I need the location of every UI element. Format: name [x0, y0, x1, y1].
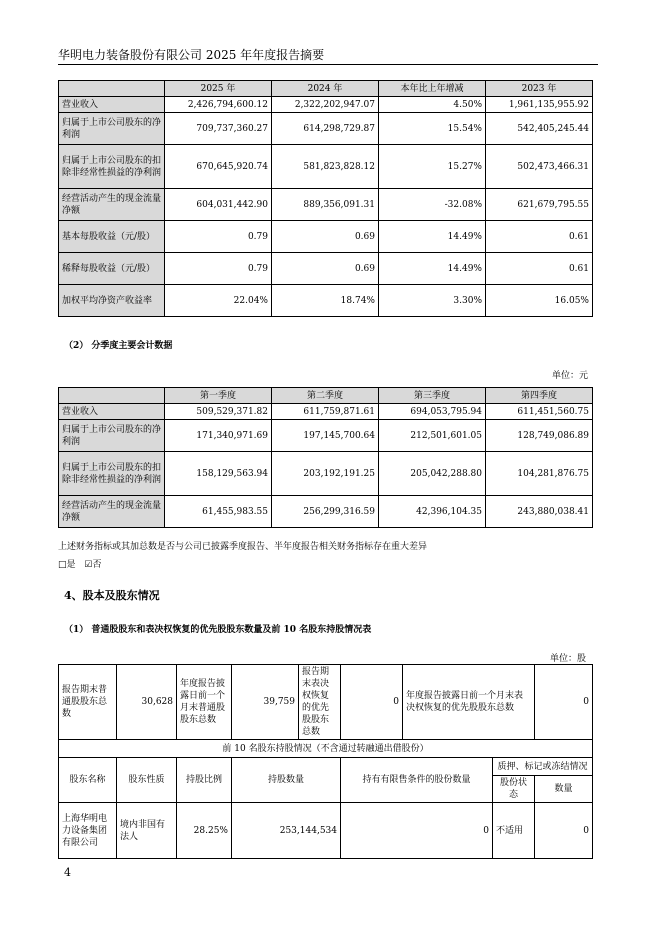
- yes-checkbox-icon: □: [58, 560, 67, 570]
- table-cell: 709,737,360.27: [165, 113, 272, 145]
- table-row: [59, 97, 593, 113]
- discrepancy-answer: [58, 557, 102, 570]
- table-cell: 509,529,371.82: [165, 404, 272, 420]
- table-cell: 14.49%: [379, 253, 486, 285]
- month-end-preferred-value: 0: [535, 665, 593, 740]
- table-row: [59, 452, 593, 496]
- column-header: 本年比上年增减: [379, 81, 486, 97]
- col-share-status: 股份状态: [493, 776, 535, 803]
- table-row: [59, 420, 593, 452]
- column-header: [59, 81, 165, 97]
- col-shareholder-name: 股东名称: [59, 758, 117, 803]
- table-row: [59, 253, 593, 285]
- header-rule: [58, 64, 598, 65]
- table-cell: 256,299,316.59: [272, 496, 379, 528]
- row-label: 营业收入: [59, 404, 165, 420]
- table-row: [59, 221, 593, 253]
- column-header: 2025 年: [165, 81, 272, 97]
- col-holding-ratio: 持股比例: [177, 758, 232, 803]
- table-cell: 621,679,795.55: [486, 189, 593, 221]
- table-cell: 42,396,104.35: [379, 496, 486, 528]
- main-accounting-data-table: [58, 80, 593, 317]
- col-restricted-shares: 持有有限售条件的股份数量: [341, 758, 493, 803]
- table-cell: 694,053,795.94: [379, 404, 486, 420]
- table-cell: 0.69: [272, 253, 379, 285]
- table-cell: 171,340,971.69: [165, 420, 272, 452]
- table-cell: 2,426,794,600.12: [165, 97, 272, 113]
- table-cell: 611,451,560.75: [486, 404, 593, 420]
- table-cell: 104,281,876.75: [486, 452, 593, 496]
- page-header-title: 华明电力装备股份有限公司 2025 年年度报告摘要: [58, 48, 325, 62]
- table-cell: 15.27%: [379, 145, 486, 189]
- share-capital-section-title: 4、股本及股东情况: [64, 589, 160, 602]
- table-cell: 22.04%: [165, 285, 272, 317]
- table-row: [59, 285, 593, 317]
- table-cell: 581,823,828.12: [272, 145, 379, 189]
- table-row: [59, 803, 593, 859]
- shareholder-restricted: 0: [341, 803, 493, 859]
- quarterly-section-title: （2） 分季度主要会计数据: [64, 341, 173, 351]
- column-header: [59, 388, 165, 404]
- table-cell: 604,031,442.90: [165, 189, 272, 221]
- column-header: 2024 年: [272, 81, 379, 97]
- column-header: 2023 年: [486, 81, 593, 97]
- column-header: 第一季度: [165, 388, 272, 404]
- table-row: [59, 496, 593, 528]
- discrepancy-note: 上述财务指标或其加总数是否与公司已披露季度报告、半年度报告相关财务指标存在重大差异: [58, 542, 428, 552]
- table-cell: 1,961,135,955.92: [486, 97, 593, 113]
- table-cell: 158,129,563.94: [165, 452, 272, 496]
- table-cell: 0.61: [486, 253, 593, 285]
- table-cell: 205,042,288.80: [379, 452, 486, 496]
- month-end-shareholders-label: 年度报告披露日前一个月末普通股股东总数: [177, 665, 232, 740]
- table-cell: -32.08%: [379, 189, 486, 221]
- total-shareholders-label: 报告期末普通股股东总数: [59, 665, 117, 740]
- column-header: 第二季度: [272, 388, 379, 404]
- col-holding-quantity: 持股数量: [232, 758, 341, 803]
- table-cell: 542,405,245.44: [486, 113, 593, 145]
- column-header: 第四季度: [486, 388, 593, 404]
- row-label: 归属于上市公司股东的扣除非经常性损益的净利润: [59, 452, 165, 496]
- table-cell: 670,645,920.74: [165, 145, 272, 189]
- row-label: 基本每股收益（元/股）: [59, 221, 165, 253]
- shareholder-ratio: 28.25%: [177, 803, 232, 859]
- table-cell: 4.50%: [379, 97, 486, 113]
- shareholder-nature: 境内非国有法人: [117, 803, 177, 859]
- table-cell: 614,298,729.87: [272, 113, 379, 145]
- table-cell: 0.61: [486, 221, 593, 253]
- table-row: [59, 189, 593, 221]
- table-cell: 15.54%: [379, 113, 486, 145]
- total-shareholders-value: 30,628: [117, 665, 177, 740]
- table-row: [59, 145, 593, 189]
- col-shareholder-nature: 股东性质: [117, 758, 177, 803]
- shareholders-section-title: （1） 普通股股东和表决权恢复的优先股股东数量及前 10 名股东持股情况表: [64, 625, 372, 635]
- yes-label: 是: [66, 560, 76, 570]
- quarterly-unit: 单位：元: [552, 371, 589, 381]
- row-label: 归属于上市公司股东的净利润: [59, 113, 165, 145]
- row-label: 经营活动产生的现金流量净额: [59, 189, 165, 221]
- shareholder-pledge-count: 0: [535, 803, 593, 859]
- table-cell: 2,322,202,947.07: [272, 97, 379, 113]
- table-row: [59, 404, 593, 420]
- shareholders-table: [58, 664, 593, 859]
- row-label: 归属于上市公司股东的扣除非经常性损益的净利润: [59, 145, 165, 189]
- row-label: 营业收入: [59, 97, 165, 113]
- shareholder-name: 上海华明电力设备集团有限公司: [59, 803, 117, 859]
- table-cell: 14.49%: [379, 221, 486, 253]
- preferred-shareholders-label: 报告期末表决权恢复的优先股股东总数: [299, 665, 341, 740]
- table-cell: 3.30%: [379, 285, 486, 317]
- row-label: 经营活动产生的现金流量净额: [59, 496, 165, 528]
- no-checkbox-icon: ☑: [84, 560, 93, 570]
- table-cell: 889,356,091.31: [272, 189, 379, 221]
- col-pledge-group: 质押、标记或冻结情况: [493, 758, 593, 776]
- column-header: 第三季度: [379, 388, 486, 404]
- table-cell: 0.79: [165, 221, 272, 253]
- shareholder-status: 不适用: [493, 803, 535, 859]
- table-cell: 611,759,871.61: [272, 404, 379, 420]
- month-end-shareholders-value: 39,759: [232, 665, 299, 740]
- page-number: 4: [64, 866, 71, 879]
- table-cell: 128,749,086.89: [486, 420, 593, 452]
- top10-title: 前 10 名股东持股情况（不含通过转融通出借股份）: [59, 740, 593, 758]
- table-cell: 16.05%: [486, 285, 593, 317]
- month-end-preferred-label: 年度报告披露日前一个月末表决权恢复的优先股股东总数: [403, 665, 535, 740]
- col-pledge-count: 数量: [535, 776, 593, 803]
- no-label: 否: [92, 560, 102, 570]
- shareholder-quantity: 253,144,534: [232, 803, 341, 859]
- table-cell: 197,145,700.64: [272, 420, 379, 452]
- row-label: 归属于上市公司股东的净利润: [59, 420, 165, 452]
- row-label: 稀释每股收益（元/股）: [59, 253, 165, 285]
- table-cell: 203,192,191.25: [272, 452, 379, 496]
- table-cell: 212,501,601.05: [379, 420, 486, 452]
- table-cell: 0.79: [165, 253, 272, 285]
- table-cell: 0.69: [272, 221, 379, 253]
- table-cell: 243,880,038.41: [486, 496, 593, 528]
- quarterly-data-table: [58, 387, 593, 528]
- table-row: [59, 113, 593, 145]
- row-label: 加权平均净资产收益率: [59, 285, 165, 317]
- preferred-shareholders-value: 0: [341, 665, 403, 740]
- table-cell: 18.74%: [272, 285, 379, 317]
- table-cell: 502,473,466.31: [486, 145, 593, 189]
- table-cell: 61,455,983.55: [165, 496, 272, 528]
- shareholders-unit: 单位：股: [550, 654, 587, 664]
